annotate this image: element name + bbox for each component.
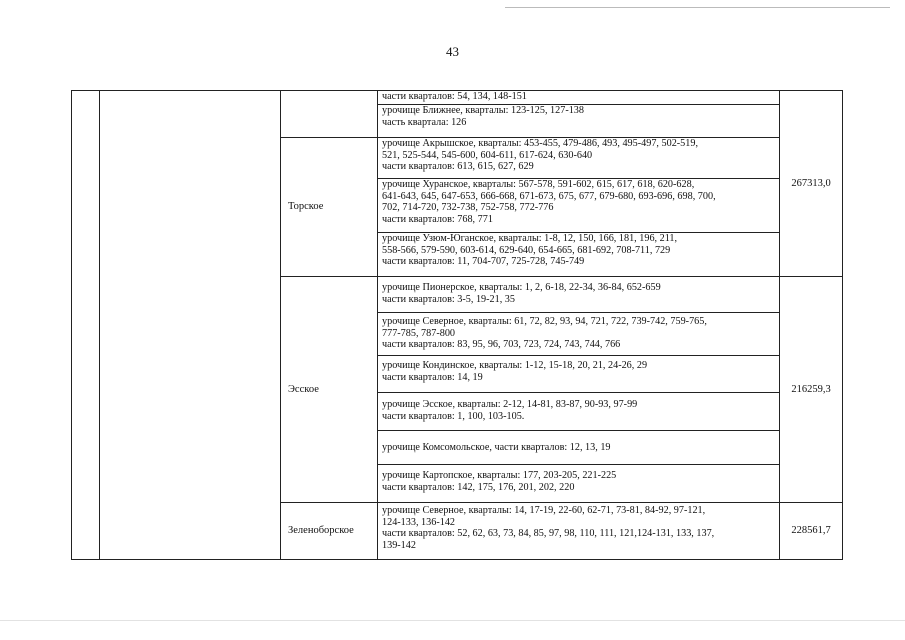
area-total-cell: 267313,0 — [780, 91, 843, 277]
entry-line: части кварталов: 613, 615, 627, 629 — [382, 161, 534, 173]
locality-entry — [378, 313, 779, 356]
locality-entry — [378, 105, 779, 137]
locality-entry — [378, 431, 779, 465]
entry-line: урочище Северное, кварталы: 61, 72, 82, 93, 94, 721, 722, 739-742, 759-765, — [382, 316, 707, 327]
locality-list-cell — [378, 277, 780, 503]
entry-line: части кварталов: 14, 19 — [382, 371, 483, 383]
area-name-cell: Зеленоборское — [281, 503, 378, 560]
area-total-cell: 216259,3 — [780, 277, 843, 503]
entry-line: урочище Эсское, кварталы: 2-12, 14-81, 83-87, 90-93, 97-99 — [382, 399, 638, 410]
entry-line: 777-785, 787-800 — [382, 327, 456, 339]
page-number: 43 — [446, 44, 459, 59]
entry-line: части кварталов: 83, 95, 96, 703, 723, 724, 743, 744, 766 — [382, 339, 621, 351]
area-total-cell: 228561,7 — [780, 503, 843, 560]
locality-list-cell — [378, 138, 780, 277]
entry-line: части кварталов: 3-5, 19-21, 35 — [382, 293, 515, 305]
entry-line: 521, 525-544, 545-600, 604-611, 617-624, 630-640 — [382, 149, 593, 161]
locality-entry — [378, 465, 779, 502]
forest-areas-table — [71, 90, 843, 560]
locality-entry — [378, 356, 779, 393]
entry-line: урочище Пионерское, кварталы: 1, 2, 6-18, 22-34, 36-84, 652-659 — [382, 282, 661, 293]
locality-entry — [378, 503, 779, 559]
entry-line: урочище Ближнее, кварталы: 123-125, 127-138 — [382, 105, 584, 116]
entry-line: части кварталов: 11, 704-707, 725-728, 745-749 — [382, 256, 585, 268]
entry-line: урочище Кондинское, кварталы: 1-12, 15-18, 20, 21, 24-26, 29 — [382, 360, 648, 371]
entry-line: урочище Комсомольское, части кварталов: 12, 13, 19 — [382, 441, 611, 453]
entry-line: урочище Акрышское, кварталы: 453-455, 479-486, 493, 495-497, 502-519, — [382, 138, 699, 149]
entry-line: урочище Хуранское, кварталы: 567-578, 591-602, 615, 617, 618, 620-628, — [382, 179, 695, 190]
scan-artifact-line — [0, 620, 905, 621]
locality-entry — [378, 277, 779, 313]
area-name-cell — [281, 91, 378, 138]
locality-entry — [378, 179, 779, 233]
area-name-cell: Торское — [281, 138, 378, 277]
locality-entry — [378, 138, 779, 179]
entry-line: урочище Северное, кварталы: 14, 17-19, 22-60, 62-71, 73-81, 84-92, 97-121, — [382, 505, 706, 516]
entry-line: части кварталов: 1, 100, 103-105. — [382, 410, 525, 422]
entry-line: 139-142 — [382, 539, 416, 551]
locality-entry — [378, 233, 779, 276]
entry-line: урочище Картопское, кварталы: 177, 203-205, 221-225 — [382, 470, 617, 481]
entry-line: 702, 714-720, 732-738, 752-758, 772-776 — [382, 202, 554, 214]
locality-entry — [378, 393, 779, 431]
entry-line: урочище Узюм-Юганское, кварталы: 1-8, 12, 150, 166, 181, 196, 211, — [382, 233, 678, 244]
entry-line: 641-643, 645, 647-653, 666-668, 671-673, 675, 677, 679-680, 693-696, 698, 700, — [382, 190, 716, 202]
entry-line: часть квартала: 126 — [382, 116, 467, 128]
entry-line: части кварталов: 142, 175, 176, 201, 202, 220 — [382, 481, 575, 493]
entry-line: 558-566, 579-590, 603-614, 629-640, 654-665, 681-692, 708-711, 729 — [382, 244, 671, 256]
index-cell — [72, 91, 100, 560]
description-cell — [100, 91, 281, 560]
locality-list-cell — [378, 91, 780, 138]
locality-entry — [378, 91, 779, 105]
entry-line: 124-133, 136-142 — [382, 516, 456, 528]
locality-list-cell — [378, 503, 780, 560]
entry-line: части кварталов: 768, 771 — [382, 213, 493, 225]
table-row — [72, 91, 843, 138]
scan-artifact-line — [505, 7, 890, 8]
area-name-cell: Эсское — [281, 277, 378, 503]
entry-line: части кварталов: 52, 62, 63, 73, 84, 85, 97, 98, 110, 111, 121,124-131, 133, 137, — [382, 528, 715, 540]
entry-line: части кварталов: 54, 134, 148-151 — [382, 91, 527, 102]
